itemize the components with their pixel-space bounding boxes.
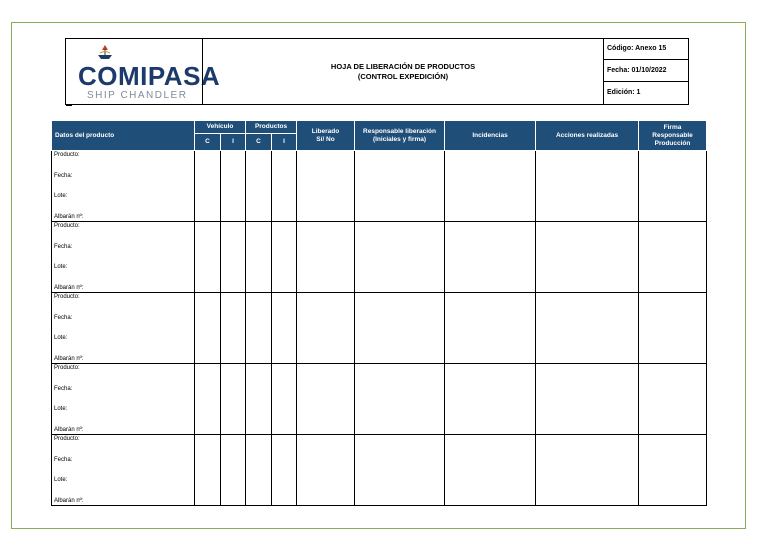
header-vehiculo-c: C	[195, 134, 221, 151]
title-line-2: (CONTROL EXPEDICIÓN)	[357, 71, 449, 81]
vehiculo-i-cell[interactable]	[221, 293, 246, 364]
logo-subtitle: SHIP CHANDLER	[87, 90, 188, 101]
fecha-label: Fecha:	[54, 385, 73, 392]
product-data-cell	[52, 364, 195, 435]
header-vehiculo-i: I	[221, 134, 246, 151]
header-responsable-line-1: Responsable liberación	[363, 127, 436, 135]
vehiculo-c-cell[interactable]	[195, 293, 221, 364]
firma-cell[interactable]	[639, 151, 707, 222]
product-fields	[52, 293, 194, 363]
lote-label: Lote:	[54, 477, 68, 484]
albaran-label: Albarán nº:	[54, 355, 84, 362]
productos-c-cell[interactable]	[246, 293, 272, 364]
producto-label: Producto:	[54, 365, 80, 371]
fecha-label: Fecha:	[54, 456, 73, 463]
document-info	[603, 38, 689, 105]
productos-i-cell[interactable]	[272, 222, 297, 293]
acciones-cell[interactable]	[536, 435, 639, 506]
producto-label: Producto:	[54, 294, 80, 300]
header-responsable-line-2: (Iniciales y firma)	[372, 135, 427, 143]
header-liberado	[297, 121, 355, 151]
productos-c-cell[interactable]	[246, 222, 272, 293]
vehiculo-i-cell[interactable]	[221, 222, 246, 293]
responsable-cell[interactable]	[355, 222, 445, 293]
vehiculo-i-cell[interactable]	[221, 435, 246, 506]
lote-label: Lote:	[54, 193, 68, 200]
header-productos-i: I	[272, 134, 297, 151]
responsable-cell[interactable]	[355, 364, 445, 435]
header-datos-producto: Datos del producto	[52, 121, 195, 151]
liberado-cell[interactable]	[297, 151, 355, 222]
header-vehiculo: Vehículo	[195, 121, 246, 134]
lote-label: Lote:	[54, 335, 68, 342]
edicion-field: Edición: 1	[607, 89, 641, 96]
product-data-cell	[52, 151, 195, 222]
liberado-cell[interactable]	[297, 293, 355, 364]
product-data-cell	[52, 222, 195, 293]
firma-cell[interactable]	[639, 435, 707, 506]
vehiculo-i-cell[interactable]	[221, 151, 246, 222]
productos-c-cell[interactable]	[246, 151, 272, 222]
acciones-cell[interactable]	[536, 151, 639, 222]
product-fields	[52, 435, 194, 505]
responsable-cell[interactable]	[355, 151, 445, 222]
product-fields	[52, 364, 194, 434]
header-liberado-line-2: Sí/ No	[316, 135, 335, 143]
bracket-bottom	[66, 105, 72, 106]
productos-i-cell[interactable]	[272, 364, 297, 435]
firma-cell[interactable]	[639, 364, 707, 435]
header-acciones: Acciones realizadas	[536, 121, 639, 151]
incidencias-cell[interactable]	[445, 293, 536, 364]
albaran-label: Albarán nº:	[54, 426, 84, 433]
liberado-cell[interactable]	[297, 364, 355, 435]
fecha-field: Fecha: 01/10/2022	[604, 60, 688, 82]
incidencias-cell[interactable]	[445, 222, 536, 293]
vehiculo-c-cell[interactable]	[195, 151, 221, 222]
document-title	[202, 38, 603, 105]
vehiculo-c-cell[interactable]	[195, 435, 221, 506]
liberado-cell[interactable]	[297, 435, 355, 506]
producto-label: Producto:	[54, 152, 80, 158]
header-productos-c: C	[246, 134, 272, 151]
header-firma	[639, 121, 707, 151]
liberation-table	[51, 120, 707, 506]
acciones-cell[interactable]	[536, 293, 639, 364]
vehiculo-i-cell[interactable]	[221, 364, 246, 435]
lote-label: Lote:	[54, 264, 68, 271]
header-responsable	[355, 121, 445, 151]
productos-c-cell[interactable]	[246, 364, 272, 435]
header-firma-line-3: Producción	[654, 139, 691, 147]
fecha-label: Fecha:	[54, 243, 73, 250]
productos-c-cell[interactable]	[246, 435, 272, 506]
logo-cell	[65, 38, 221, 105]
vehiculo-c-cell[interactable]	[195, 222, 221, 293]
incidencias-cell[interactable]	[445, 435, 536, 506]
albaran-label: Albarán nº:	[54, 284, 84, 291]
product-fields	[52, 222, 194, 292]
header-incidencias: Incidencias	[445, 121, 536, 151]
header-productos: Productos	[246, 121, 297, 134]
producto-label: Producto:	[54, 436, 80, 442]
acciones-cell[interactable]	[536, 222, 639, 293]
fecha-label: Fecha:	[54, 172, 73, 179]
acciones-cell[interactable]	[536, 364, 639, 435]
header-firma-line-2: Responsable	[652, 131, 693, 139]
responsable-cell[interactable]	[355, 293, 445, 364]
responsable-cell[interactable]	[355, 435, 445, 506]
title-line-1: HOJA DE LIBERACIÓN DE PRODUCTOS	[330, 61, 476, 71]
table-row	[52, 293, 707, 364]
fecha-label: Fecha:	[54, 314, 73, 321]
incidencias-cell[interactable]	[445, 364, 536, 435]
lote-label: Lote:	[54, 406, 68, 413]
header-firma-line-1: Firma	[663, 123, 682, 131]
albaran-label: Albarán nº:	[54, 213, 84, 220]
productos-i-cell[interactable]	[272, 293, 297, 364]
bracket-top	[66, 38, 72, 39]
product-fields	[52, 151, 194, 221]
product-data-cell	[52, 435, 195, 506]
incidencias-cell[interactable]	[445, 151, 536, 222]
table-row	[52, 151, 707, 222]
document-header	[65, 38, 689, 105]
table-body	[52, 151, 707, 506]
productos-i-cell[interactable]	[272, 151, 297, 222]
producto-label: Producto:	[54, 223, 80, 229]
logo-name: COMIPASA	[78, 61, 221, 91]
table-row	[52, 435, 707, 506]
header-liberado-line-1: Liberado	[311, 127, 340, 135]
firma-cell[interactable]	[639, 222, 707, 293]
ship-logo-icon	[96, 44, 114, 60]
productos-i-cell[interactable]	[272, 435, 297, 506]
table-row	[52, 364, 707, 435]
albaran-label: Albarán nº:	[54, 497, 84, 504]
firma-cell[interactable]	[639, 293, 707, 364]
product-data-cell	[52, 293, 195, 364]
codigo-field: Código: Anexo 15	[604, 38, 688, 60]
vehiculo-c-cell[interactable]	[195, 364, 221, 435]
liberado-cell[interactable]	[297, 222, 355, 293]
table-row	[52, 222, 707, 293]
